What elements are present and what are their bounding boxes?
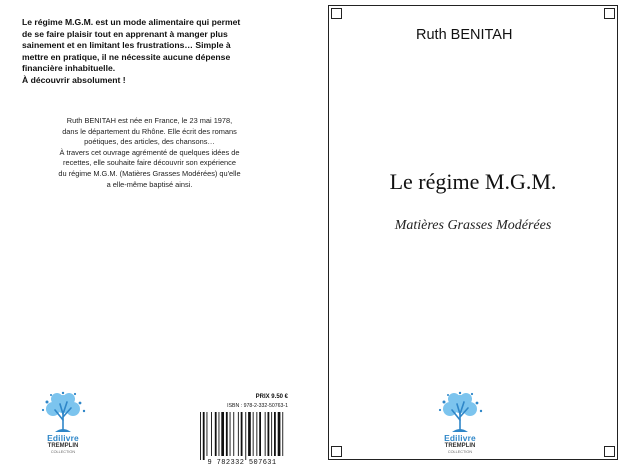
back-cover-pitch [22,17,284,87]
barcode-icon [196,412,288,460]
logo-collection: COLLECTION [50,450,76,454]
bio-line: a elle-même baptisé ainsi. [106,179,193,189]
pitch-line: À découvrir absolument ! [22,74,126,85]
pitch-line: Le régime M.G.M. est un mode alimentaire qui permet [22,17,241,27]
logo-series: TREMPLIN [444,443,476,449]
frame-corner-ornament [604,8,615,19]
author-name: Ruth BENITAH [416,27,513,43]
logo-brand: Edilivre [47,433,79,443]
bio-line: du régime M.G.M. (Matières Grasses Modérées) qu'elle [58,168,241,178]
frame-corner-ornament [331,8,342,19]
logo-series: TREMPLIN [47,443,79,449]
book-title: Le régime M.G.M. [389,169,557,194]
logo-brand: Edilivre [444,433,476,443]
back-cover [0,0,300,466]
bio-line: dans le département du Rhône. Elle écrit des romans [62,126,237,136]
publisher-logo [33,390,93,460]
pitch-line: financière inhabituelle. [22,63,116,74]
pitch-line: mettre en pratique, il ne nécessite aucune dépense [22,51,231,62]
pitch-line: sainement et en limitant les frustrations… Simple à [22,40,231,51]
logo-collection: COLLECTION [447,450,473,454]
isbn-label: ISBN : 978-2-332-50763-1 [227,403,288,409]
frame-corner-ornament [331,446,342,457]
bio-line: recettes, elle souhaite faire découvrir son expérience [63,158,236,168]
book-subtitle: Matières Grasses Modérées [394,218,552,233]
tree-icon [430,390,490,438]
bio-line: poétiques, des articles, des chansons… [84,137,215,147]
bio-line: Ruth BENITAH est née en France, le 23 mai 1978, [66,116,233,125]
pitch-line: de se faire plaisir tout en apprenant à manger plus [22,28,228,39]
author-bio [42,116,257,190]
frame-corner-ornament [604,446,615,457]
price-barcode-block [196,393,288,467]
barcode-digits: 9 782332 507631 [207,459,277,467]
price-label: PRIX 9.50 € [255,394,288,400]
bio-line: À travers cet ouvrage agrémenté de quelques idées de [59,147,240,157]
tree-icon [33,390,93,438]
publisher-logo [430,390,490,460]
